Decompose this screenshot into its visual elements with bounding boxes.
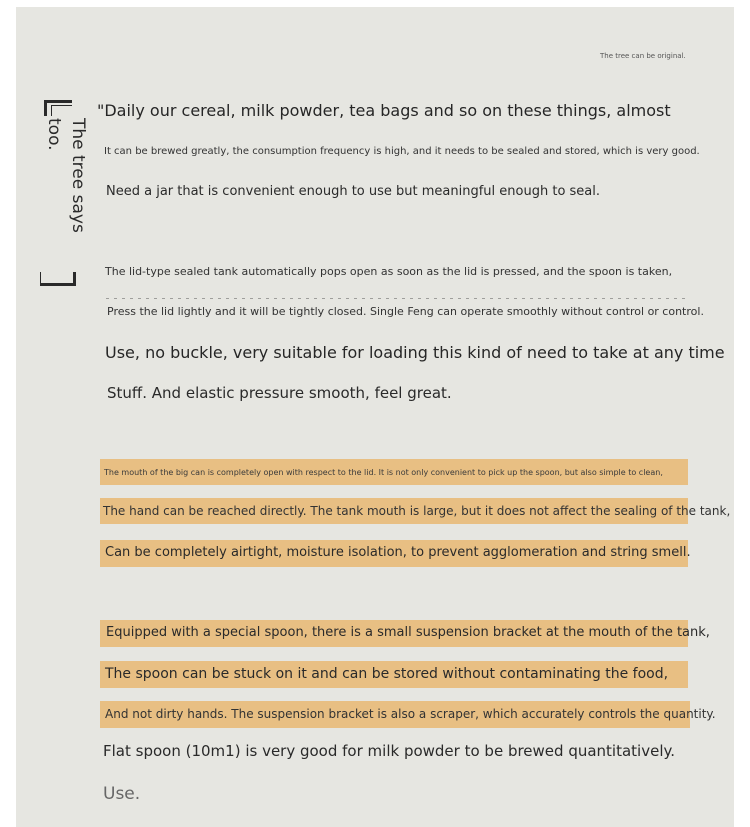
divider [106, 298, 690, 299]
mouth-line-2: The hand can be reached directly. The tank mouth is large, but it does not affect the sealing of the tank, [103, 504, 731, 518]
spoon-line-1: Equipped with a special spoon, there is a small suspension bracket at the mouth of the tank, [106, 625, 710, 640]
mouth-line-3: Can be completely airtight, moisture isolation, to prevent agglomeration and string smell. [105, 545, 691, 560]
spoon-line-2: The spoon can be stuck on it and can be stored without contaminating the food, [105, 666, 669, 682]
highlight-row [100, 498, 731, 524]
lid-line-2: Press the lid lightly and it will be tightly closed. Single Feng can operate smoothly without control or control. [107, 305, 704, 318]
highlight-row [100, 701, 716, 728]
intro-line-2: It can be brewed greatly, the consumption frequency is high, and it needs to be sealed and stored, which is very good. [104, 146, 700, 157]
spoon-line-5: Use. [103, 784, 141, 804]
bracket-open-icon [44, 100, 72, 116]
lid-line-3: Use, no buckle, very suitable for loading this kind of need to take at any time [105, 343, 725, 362]
spoon-line-3: And not dirty hands. The suspension bracket is also a scraper, which accurately controls the quantity. [105, 707, 716, 721]
side-title: The tree says too. [44, 118, 88, 233]
highlight-row [100, 459, 688, 485]
spoon-line-4: Flat spoon (10m1) is very good for milk powder to be brewed quantitatively. [103, 742, 675, 760]
highlight-row [100, 620, 710, 647]
intro-line-1: "Daily our cereal, milk powder, tea bags and so on these things, almost [97, 101, 671, 120]
corner-note: The tree can be original. [600, 52, 686, 60]
lid-line-1: The lid-type sealed tank automatically pops open as soon as the lid is pressed, and the spoon is taken, [105, 265, 673, 278]
intro-line-3: Need a jar that is convenient enough to use but meaningful enough to seal. [106, 184, 601, 199]
bracket-close-icon [40, 272, 76, 286]
highlight-row [100, 661, 688, 688]
lid-line-4: Stuff. And elastic pressure smooth, feel great. [107, 384, 452, 402]
highlight-row [100, 540, 691, 567]
mouth-line-1: The mouth of the big can is completely open with respect to the lid. It is not only convenient to pick up the spoon, but also simple to clean, [104, 468, 663, 477]
